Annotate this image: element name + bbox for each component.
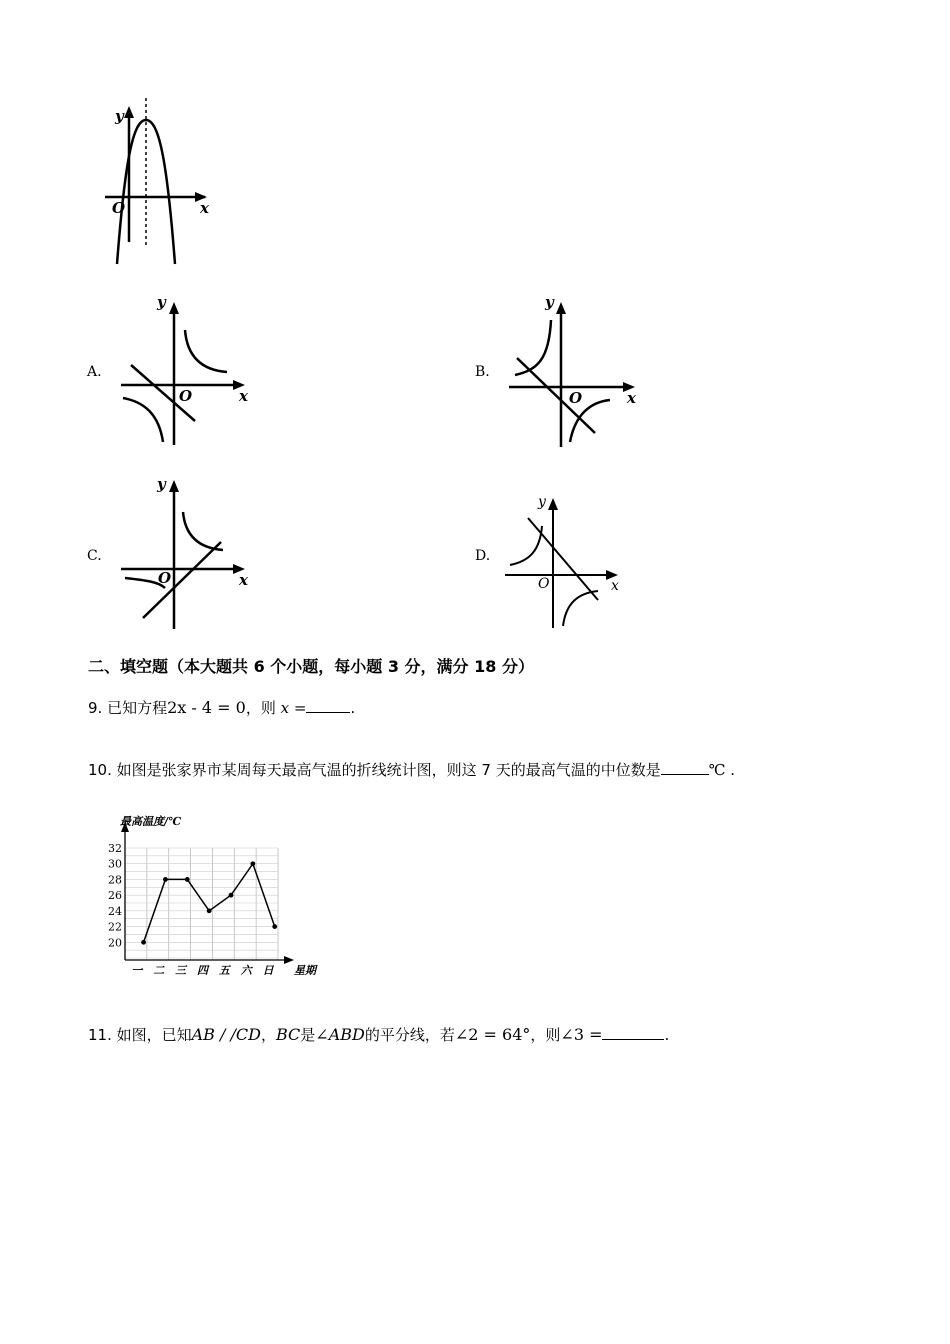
chart-x-label: 星期 <box>294 964 316 977</box>
origin-label: O <box>112 199 126 217</box>
x-label: x <box>611 578 619 594</box>
option-d-graph[interactable] <box>500 488 630 633</box>
q11-angle3: ∠3 = <box>560 1025 603 1044</box>
y-tick-label: 32 <box>108 842 122 855</box>
x-tick-label: 四 <box>197 964 208 977</box>
x-tick-label: 二 <box>153 964 165 977</box>
option-a-label[interactable]: A. <box>87 364 102 380</box>
data-point <box>141 940 146 945</box>
question-10 <box>88 759 735 780</box>
option-b-graph[interactable] <box>505 290 655 450</box>
y-tick-label: 22 <box>108 920 122 934</box>
chart-y-label: 最高温度/℃ <box>120 815 182 828</box>
option-b-label[interactable]: B. <box>475 364 490 380</box>
option-c-graph[interactable] <box>115 472 265 632</box>
line-graph <box>517 358 595 433</box>
origin-label: O <box>179 387 193 405</box>
line-graph <box>143 542 221 618</box>
option-a-graph[interactable] <box>115 290 265 450</box>
data-point <box>272 924 277 929</box>
q11-prefix: 11. 如图，已知 <box>88 1026 192 1044</box>
hyperbola-branch <box>510 526 542 565</box>
q11-is: 是 <box>300 1026 316 1044</box>
q11-bc: BC <box>275 1025 301 1044</box>
x-tick-label: 三 <box>175 964 187 977</box>
problem-parabola-graph <box>95 90 225 275</box>
q9-answer-blank[interactable] <box>306 698 350 713</box>
x-label: x <box>200 199 209 217</box>
q10-text: 10. 如图是张家界市某周每天最高气温的折线统计图，则这 7 天的最高气温的中位数是 <box>88 761 661 779</box>
origin-label: O <box>538 576 550 592</box>
q11-angle2: ∠2 = 64° <box>454 1025 531 1044</box>
x-tick-label: 六 <box>240 964 252 977</box>
y-tick-label: 30 <box>108 857 122 871</box>
option-c-label[interactable]: C. <box>87 548 102 564</box>
question-9 <box>88 697 355 718</box>
data-point <box>250 861 255 866</box>
y-tick-label: 24 <box>108 904 122 918</box>
chart-grid <box>125 848 278 960</box>
data-point <box>185 877 190 882</box>
x-label: x <box>239 571 248 589</box>
temperature-line-chart <box>100 810 340 982</box>
y-label: y <box>115 107 124 125</box>
q10-suffix: ℃ . <box>708 761 736 779</box>
y-tick-label: 26 <box>108 889 122 903</box>
q11-answer-blank[interactable] <box>602 1025 664 1040</box>
section-heading: 二、填空题（本大题共 6 个小题，每小题 3 分，满分 18 分） <box>88 657 534 676</box>
q9-eq: = <box>289 699 307 717</box>
x-tick-label: 一 <box>131 964 143 977</box>
x-label: x <box>239 387 248 405</box>
q11-then: ，则 <box>530 1026 561 1044</box>
q9-var: x <box>280 699 290 717</box>
hyperbola-branch <box>515 320 551 375</box>
origin-label: O <box>158 569 172 587</box>
q9-prefix: 9. 已知方程 <box>88 699 168 717</box>
hyperbola-branch <box>185 330 227 372</box>
q11-ab-cd: AB / /CD <box>191 1025 261 1044</box>
y-label: y <box>157 475 166 493</box>
y-arrow-icon <box>548 498 558 510</box>
data-point <box>163 877 168 882</box>
question-11 <box>88 1024 669 1045</box>
q9-equation: 2x - 4 = 0 <box>167 698 246 717</box>
hyperbola-branch <box>123 398 163 442</box>
q10-answer-blank[interactable] <box>661 760 709 775</box>
origin-label: O <box>569 389 583 407</box>
x-tick-label: 日 <box>262 964 274 977</box>
q11-suffix: . <box>664 1026 670 1044</box>
y-label: y <box>538 494 546 510</box>
option-d-label[interactable]: D. <box>475 548 491 564</box>
hyperbola-branch <box>563 591 598 626</box>
x-tick-label: 五 <box>218 964 230 977</box>
q11-angle-abd: ∠ABD <box>315 1025 365 1044</box>
q11-sep: ， <box>260 1026 276 1044</box>
q9-middle: ，则 <box>245 699 276 717</box>
data-point <box>207 908 212 913</box>
q11-bisector: 的平分线，若 <box>364 1026 455 1044</box>
y-label: y <box>157 293 166 311</box>
chart-x-arrow-icon <box>284 956 294 964</box>
q9-suffix: . <box>350 699 356 717</box>
x-label: x <box>627 389 636 407</box>
y-label: y <box>545 293 554 311</box>
y-arrow-icon <box>124 106 134 118</box>
data-point <box>229 893 234 898</box>
y-arrow-icon <box>169 302 179 314</box>
y-tick-label: 28 <box>108 873 122 887</box>
y-tick-label: 20 <box>108 936 122 950</box>
y-arrow-icon <box>556 302 566 314</box>
y-arrow-icon <box>169 480 179 492</box>
